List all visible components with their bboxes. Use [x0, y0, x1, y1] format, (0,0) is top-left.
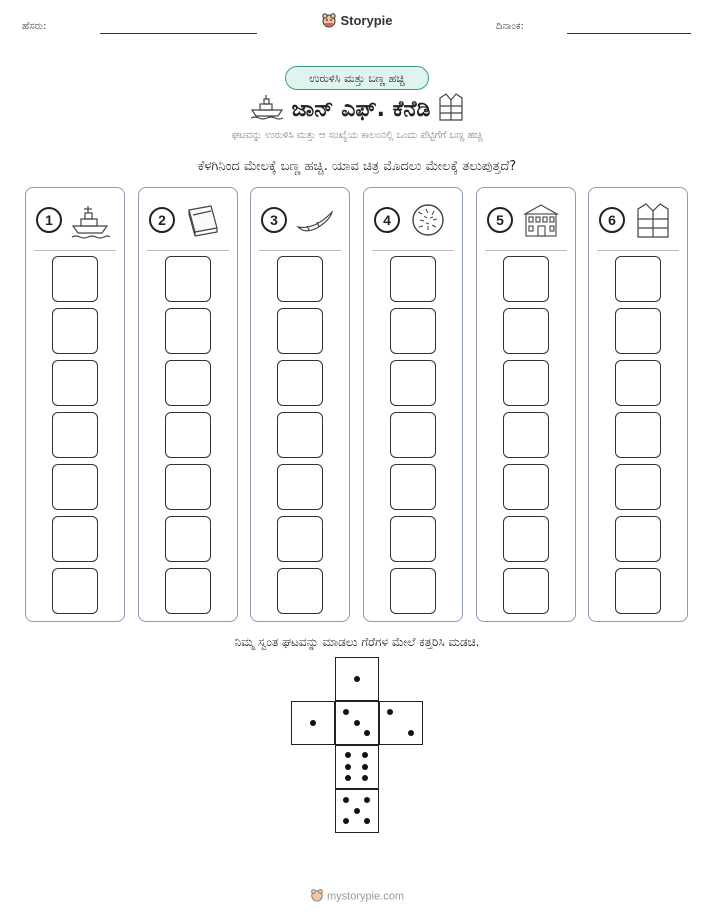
page-title: ಜಾನ್ ಎಫ್. ಕೆನೆಡಿ [291, 97, 431, 122]
color-box[interactable] [615, 516, 661, 562]
die-pip [345, 764, 351, 770]
subtitle: ಘಟವನ್ನು ಉರುಳಿಸಿ ಮತ್ತು ಆ ಸಂಖ್ಯೆಯ ಕಾಲಂನಲ್ಲಿ ಒಂದು ಪೆಟ್ಟಿಗೆಗೆ ಬಣ್ಣ ಹಚ್ಚಿ [231, 130, 483, 141]
name-line[interactable] [100, 33, 257, 34]
column-2 [138, 187, 238, 622]
column-5 [476, 187, 576, 622]
brand-name: Storypie [340, 12, 393, 28]
color-box[interactable] [615, 464, 661, 510]
die-face [379, 701, 423, 745]
color-box[interactable] [277, 360, 323, 406]
die-pip [362, 752, 368, 758]
color-box[interactable] [615, 308, 661, 354]
column-divider [147, 250, 229, 251]
color-box[interactable] [277, 464, 323, 510]
die-pip [354, 808, 360, 814]
die-pip [408, 730, 414, 736]
cut-instruction: ನಿಮ್ಮ ಸ್ವಂತ ಘಟವನ್ನು ಮಾಡಲು ಗೆರೆಗಳ ಮೇಲೆ ಕತ್ತರಿಸಿ ಮಡಚಿ. [234, 635, 480, 649]
color-box[interactable] [390, 412, 436, 458]
color-box[interactable] [52, 308, 98, 354]
book-icon [183, 200, 223, 240]
life-vest-icon [438, 92, 464, 128]
color-box[interactable] [277, 308, 323, 354]
die-face [335, 789, 379, 833]
die-face [335, 657, 379, 701]
die-face [291, 701, 335, 745]
color-box[interactable] [503, 516, 549, 562]
color-box[interactable] [165, 256, 211, 302]
column-divider [372, 250, 454, 251]
column-1 [25, 187, 125, 622]
column-6 [588, 187, 688, 622]
column-divider [597, 250, 679, 251]
die-pip [354, 720, 360, 726]
color-box[interactable] [165, 464, 211, 510]
die-pip [343, 709, 349, 715]
die-pip [345, 775, 351, 781]
column-divider [259, 250, 341, 251]
color-box[interactable] [390, 516, 436, 562]
column-number: 4 [374, 207, 400, 233]
color-box[interactable] [165, 516, 211, 562]
color-box[interactable] [390, 308, 436, 354]
color-box[interactable] [165, 308, 211, 354]
die-pip [362, 764, 368, 770]
house-icon [521, 200, 561, 240]
color-box[interactable] [503, 360, 549, 406]
die-pip [345, 752, 351, 758]
canoe-icon [295, 200, 335, 240]
die-pip [343, 818, 349, 824]
column-number: 6 [599, 207, 625, 233]
color-box[interactable] [52, 464, 98, 510]
ship-icon [70, 200, 110, 240]
storypie-footer-logo-icon [310, 888, 324, 905]
instruction: ಕೆಳಗಿನಿಂದ ಮೇಲಕ್ಕೆ ಬಣ್ಣ ಹಚ್ಚಿ. ಯಾವ ಚಿತ್ರ ಮೊದಲು ಮೇಲಕ್ಕೆ ತಲುಪುತ್ತದೆ? [197, 159, 517, 174]
color-box[interactable] [52, 412, 98, 458]
color-box[interactable] [503, 256, 549, 302]
color-box[interactable] [615, 412, 661, 458]
color-box[interactable] [165, 360, 211, 406]
color-box[interactable] [277, 412, 323, 458]
activity-badge: ಉರುಳಿಸಿ ಮತ್ತು ಬಣ್ಣ ಹಚ್ಚಿ [285, 66, 429, 90]
ship-icon [250, 94, 284, 126]
date-label: ದಿನಾಂಕ: [496, 21, 524, 32]
color-box[interactable] [165, 412, 211, 458]
coconut-icon [408, 200, 448, 240]
life-vest-icon [633, 200, 673, 240]
color-box[interactable] [390, 360, 436, 406]
color-box[interactable] [277, 568, 323, 614]
die-face [335, 745, 379, 789]
name-label: ಹೆಸರು: [22, 21, 47, 32]
die-pip [364, 797, 370, 803]
footer [0, 888, 714, 905]
page-title-row [0, 92, 714, 128]
color-box[interactable] [503, 464, 549, 510]
die-face [335, 701, 379, 745]
color-box[interactable] [503, 308, 549, 354]
color-box[interactable] [52, 256, 98, 302]
column-number: 2 [149, 207, 175, 233]
color-box[interactable] [390, 464, 436, 510]
die-pip [364, 730, 370, 736]
die-pip [354, 676, 360, 682]
die-pip [310, 720, 316, 726]
die-pip [343, 797, 349, 803]
color-box[interactable] [277, 256, 323, 302]
column-number: 3 [261, 207, 287, 233]
color-box[interactable] [165, 568, 211, 614]
color-box[interactable] [503, 568, 549, 614]
die-pip [362, 775, 368, 781]
color-box[interactable] [503, 412, 549, 458]
color-box[interactable] [615, 360, 661, 406]
column-divider [34, 250, 116, 251]
date-line[interactable] [567, 33, 691, 34]
color-box[interactable] [390, 256, 436, 302]
die-pip [387, 709, 393, 715]
storypie-logo-icon [321, 12, 337, 31]
color-box[interactable] [277, 516, 323, 562]
color-box[interactable] [52, 568, 98, 614]
die-pip [364, 818, 370, 824]
color-box[interactable] [52, 516, 98, 562]
column-number: 1 [36, 207, 62, 233]
column-divider [485, 250, 567, 251]
footer-url[interactable]: mystorypie.com [326, 890, 405, 903]
column-number: 5 [487, 207, 513, 233]
color-box[interactable] [52, 360, 98, 406]
column-3 [250, 187, 350, 622]
color-box[interactable] [390, 568, 436, 614]
column-4 [363, 187, 463, 622]
color-box[interactable] [615, 256, 661, 302]
brand-logo [0, 12, 714, 31]
color-box[interactable] [615, 568, 661, 614]
